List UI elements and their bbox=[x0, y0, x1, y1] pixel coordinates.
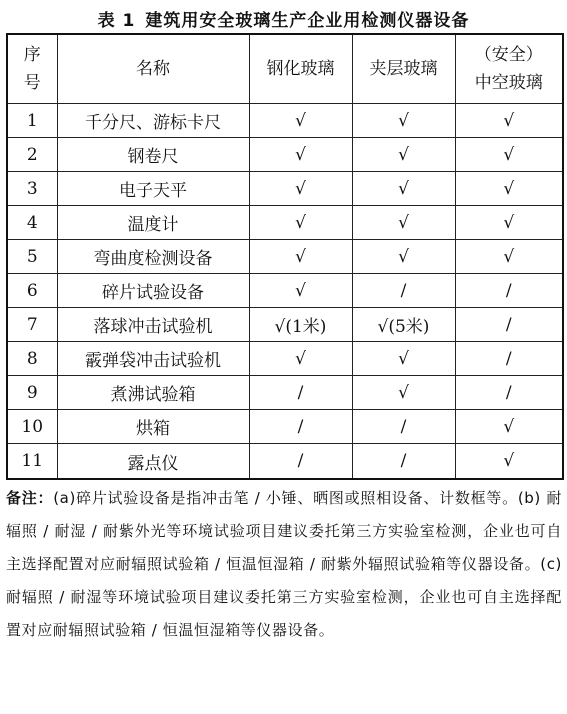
row-index: 3 bbox=[7, 172, 57, 206]
row-laminated-mark: √ bbox=[352, 104, 455, 138]
row-index: 7 bbox=[7, 308, 57, 342]
row-index: 10 bbox=[7, 410, 57, 444]
header-laminated-glass: 夹层玻璃 bbox=[352, 34, 455, 104]
row-insulating-mark: / bbox=[455, 376, 563, 410]
row-laminated-mark: / bbox=[352, 444, 455, 480]
row-tempered-mark: / bbox=[249, 410, 352, 444]
header-insulating-line2: 中空玻璃 bbox=[474, 73, 543, 93]
row-tempered-mark: √(1米) bbox=[249, 308, 352, 342]
row-insulating-mark: √ bbox=[455, 172, 563, 206]
row-index: 2 bbox=[7, 138, 57, 172]
equipment-table bbox=[6, 33, 564, 480]
row-name: 千分尺、游标卡尺 bbox=[57, 104, 249, 138]
row-laminated-mark: √(5米) bbox=[352, 308, 455, 342]
row-name: 落球冲击试验机 bbox=[57, 308, 249, 342]
row-name: 碎片试验设备 bbox=[57, 274, 249, 308]
row-name: 电子天平 bbox=[57, 172, 249, 206]
table-row bbox=[7, 376, 563, 410]
header-insulating-glass bbox=[455, 34, 563, 104]
table-row bbox=[7, 410, 563, 444]
row-tempered-mark: √ bbox=[249, 172, 352, 206]
row-insulating-mark: √ bbox=[455, 444, 563, 480]
table-row bbox=[7, 444, 563, 480]
header-index bbox=[7, 34, 57, 104]
row-tempered-mark: √ bbox=[249, 104, 352, 138]
row-insulating-mark: √ bbox=[455, 104, 563, 138]
table-title bbox=[0, 6, 567, 31]
row-laminated-mark: √ bbox=[352, 138, 455, 172]
row-laminated-mark: √ bbox=[352, 376, 455, 410]
row-tempered-mark: √ bbox=[249, 240, 352, 274]
table-title-text: 建筑用安全玻璃生产企业用检测仪器设备 bbox=[145, 11, 470, 31]
table-row bbox=[7, 138, 563, 172]
row-laminated-mark: √ bbox=[352, 342, 455, 376]
row-laminated-mark: √ bbox=[352, 206, 455, 240]
table-row bbox=[7, 172, 563, 206]
row-name: 弯曲度检测设备 bbox=[57, 240, 249, 274]
table-body bbox=[7, 104, 563, 480]
row-insulating-mark: √ bbox=[455, 410, 563, 444]
footnote-text: (a)碎片试验设备是指冲击笔 / 小锤、晒图或照相设备、计数框等。(b) 耐辐照 / 耐湿 / 耐紫外光等环境试验项目建议委托第三方实验室检测，企业也可自主选择配置对应耐辐照试验箱 / 恒温恒湿箱 / 耐紫外辐照试验箱等仪器设备。(c) 耐辐照 / 耐湿等环境试验项目建议委托第三方实验室检测，企业也可自主选择配置对应耐辐照试验箱 / 恒温恒湿箱等仪器设备。 bbox=[6, 489, 562, 639]
row-name: 露点仪 bbox=[57, 444, 249, 480]
header-index-line1: 序 bbox=[23, 45, 41, 65]
footnote bbox=[6, 482, 562, 647]
row-tempered-mark: √ bbox=[249, 342, 352, 376]
row-name: 霰弹袋冲击试验机 bbox=[57, 342, 249, 376]
header-insulating-line1: （安全） bbox=[474, 45, 543, 65]
table-row bbox=[7, 206, 563, 240]
row-laminated-mark: / bbox=[352, 274, 455, 308]
table-row bbox=[7, 240, 563, 274]
row-insulating-mark: / bbox=[455, 308, 563, 342]
row-name: 钢卷尺 bbox=[57, 138, 249, 172]
row-tempered-mark: √ bbox=[249, 206, 352, 240]
row-insulating-mark: / bbox=[455, 274, 563, 308]
row-index: 5 bbox=[7, 240, 57, 274]
table-row bbox=[7, 274, 563, 308]
row-insulating-mark: √ bbox=[455, 138, 563, 172]
footnote-label: 备注： bbox=[6, 489, 54, 507]
row-index: 6 bbox=[7, 274, 57, 308]
header-tempered-glass: 钢化玻璃 bbox=[249, 34, 352, 104]
table-row bbox=[7, 104, 563, 138]
row-laminated-mark: √ bbox=[352, 172, 455, 206]
table-row bbox=[7, 342, 563, 376]
row-laminated-mark: √ bbox=[352, 240, 455, 274]
row-name: 烘箱 bbox=[57, 410, 249, 444]
row-index: 11 bbox=[7, 444, 57, 480]
row-index: 9 bbox=[7, 376, 57, 410]
row-tempered-mark: √ bbox=[249, 274, 352, 308]
row-insulating-mark: √ bbox=[455, 240, 563, 274]
row-laminated-mark: / bbox=[352, 410, 455, 444]
row-index: 4 bbox=[7, 206, 57, 240]
row-index: 1 bbox=[7, 104, 57, 138]
row-index: 8 bbox=[7, 342, 57, 376]
row-name: 煮沸试验箱 bbox=[57, 376, 249, 410]
row-insulating-mark: √ bbox=[455, 206, 563, 240]
table-row bbox=[7, 308, 563, 342]
table-number: 表 1 bbox=[97, 11, 136, 31]
header-index-line2: 号 bbox=[23, 73, 41, 93]
row-insulating-mark: / bbox=[455, 342, 563, 376]
row-tempered-mark: √ bbox=[249, 138, 352, 172]
row-tempered-mark: / bbox=[249, 376, 352, 410]
row-tempered-mark: / bbox=[249, 444, 352, 480]
row-name: 温度计 bbox=[57, 206, 249, 240]
table-header-row bbox=[7, 34, 563, 104]
header-name: 名称 bbox=[57, 34, 249, 104]
